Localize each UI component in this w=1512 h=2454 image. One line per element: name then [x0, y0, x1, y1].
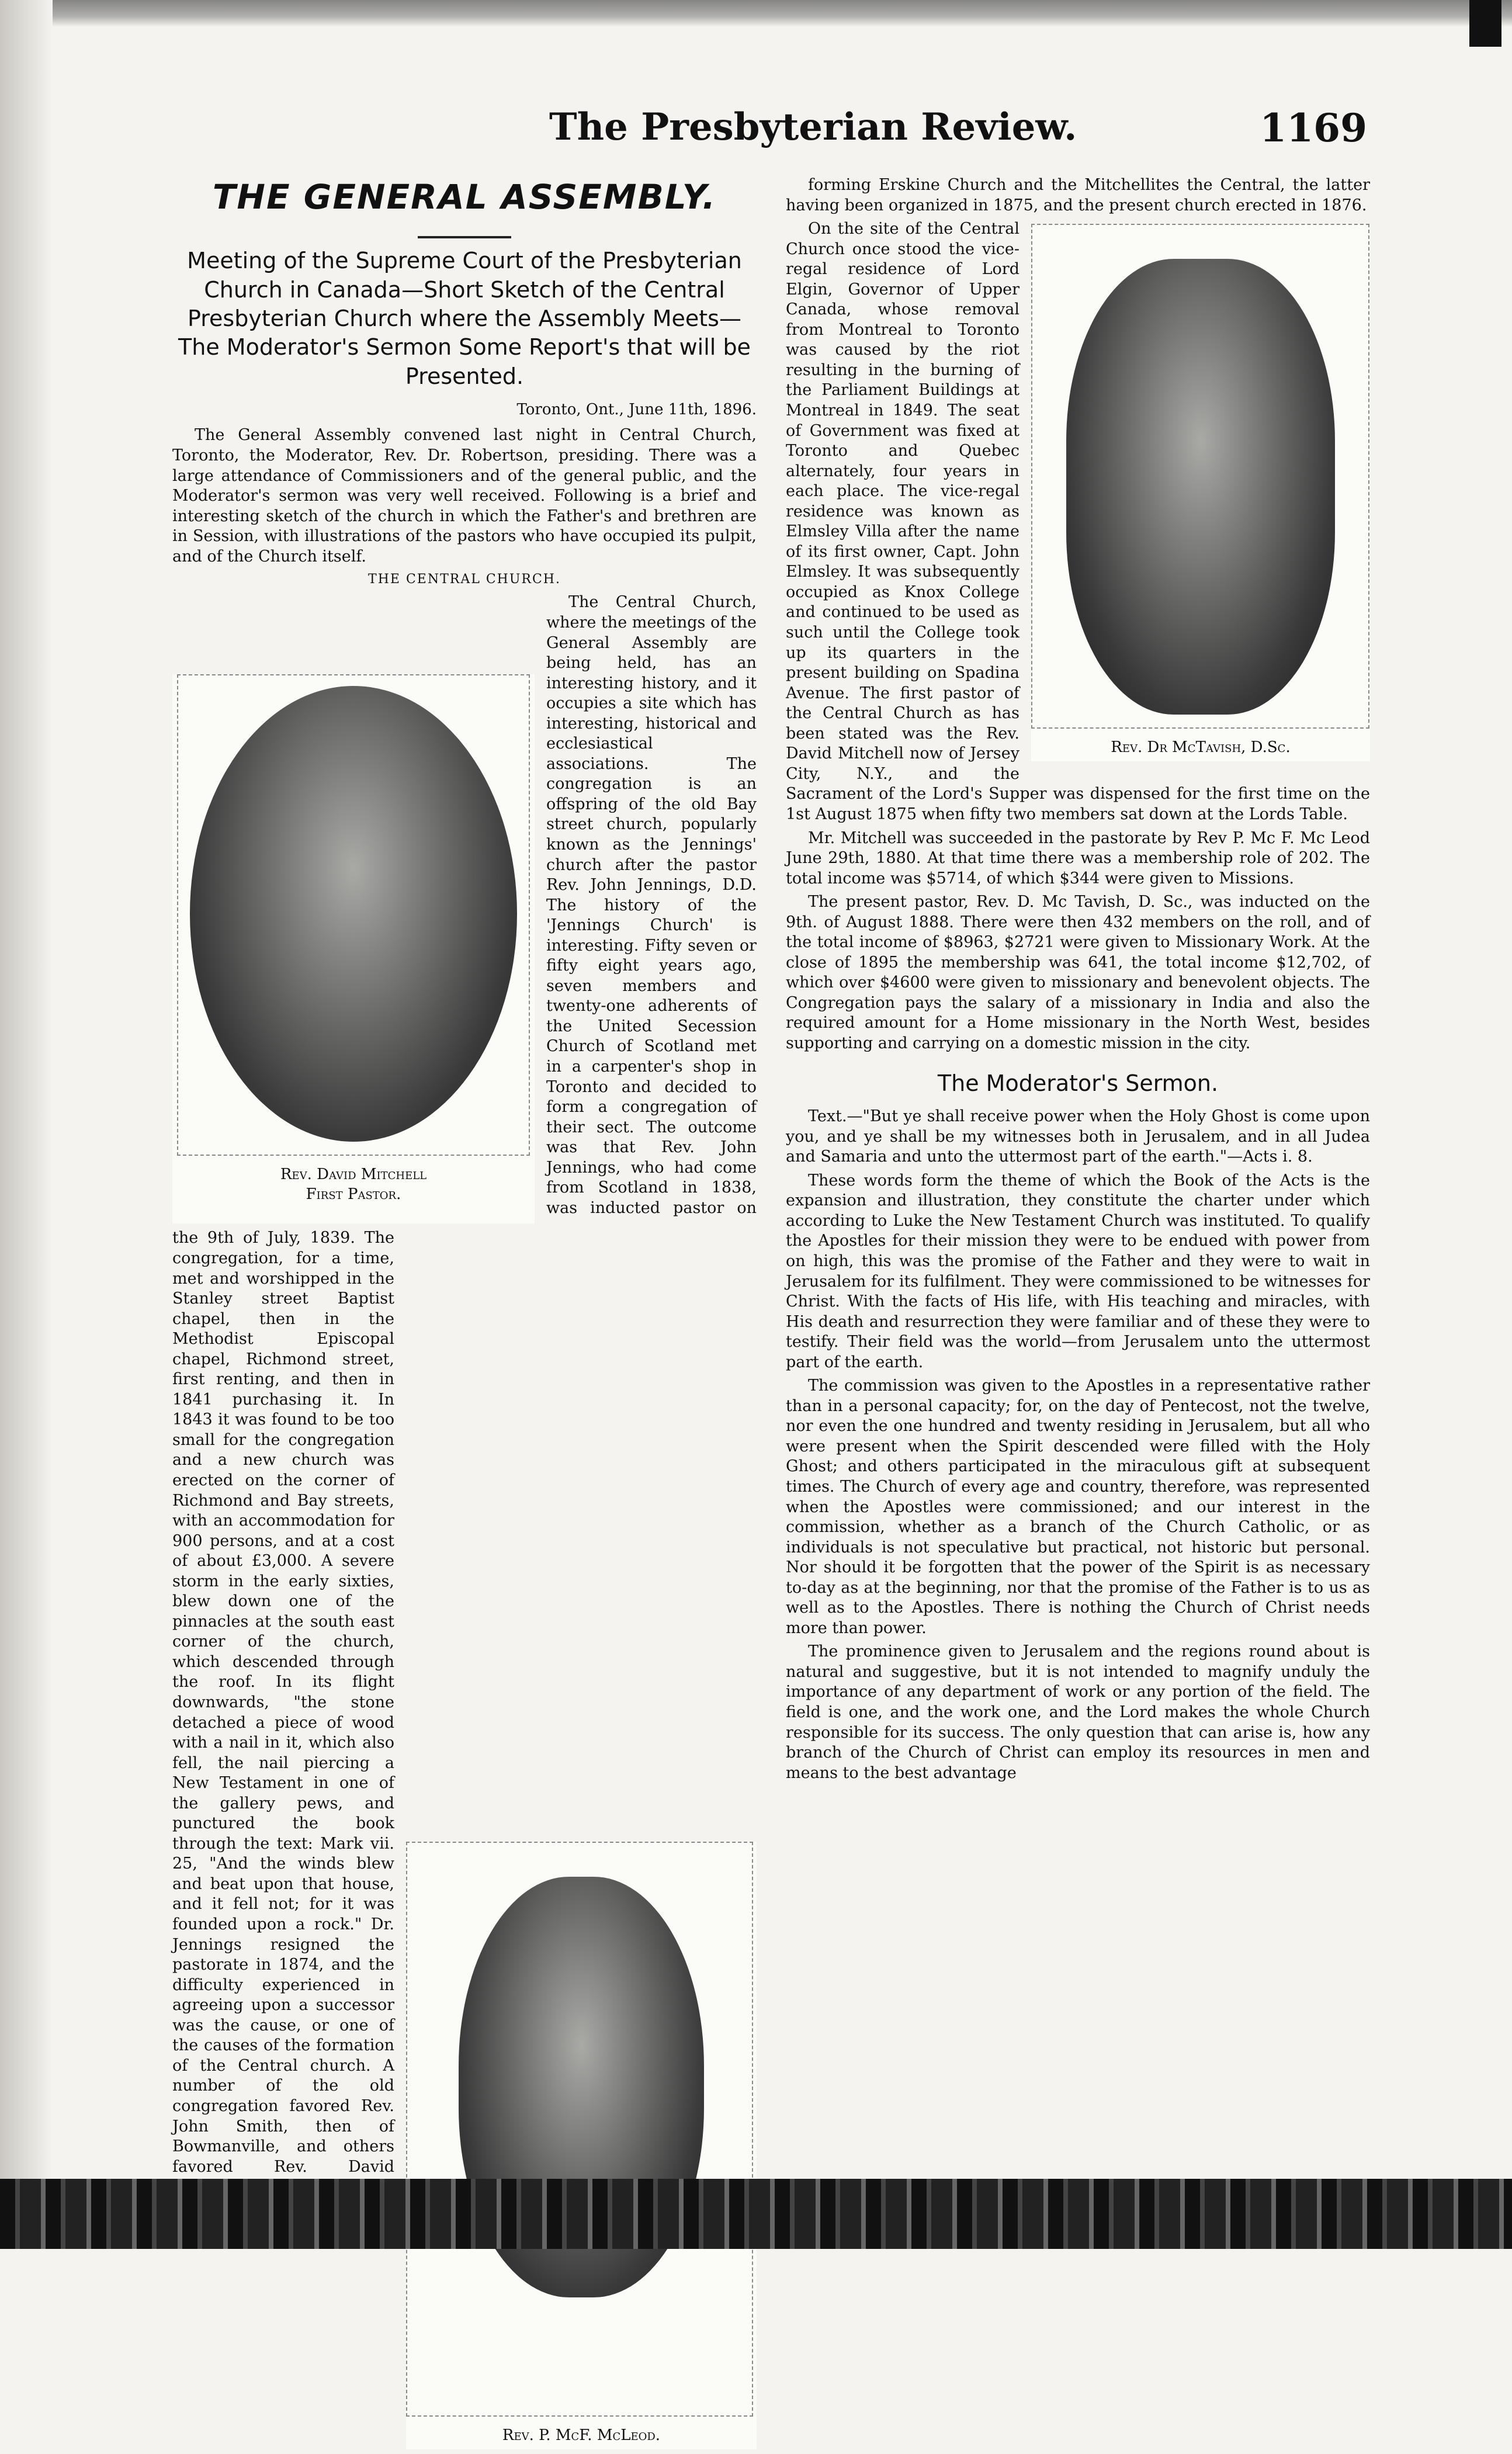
scan-edge-bottom [0, 2179, 1512, 2249]
right-column [786, 175, 1370, 1787]
dateline: Toronto, Ont., June 11th, 1896. [516, 401, 757, 419]
scan-edge-left [0, 0, 53, 2249]
sermon-theme-paragraph: These words form the theme of which the Book of the Acts is the expansion and illustration, they constitute the charter under which according to Luke the New Testament Church was instituted. To qualify the Apostles for their mission they were to be endued with power from on high, this was the promise of the Father and they were to wait in Jerusalem for its fulfilment. They were commissioned to be witnesses for Christ. With the facts of His life, with His teaching and miracles, with His death and resurrection they were familiar and of these they were to testify. Their field was the world—from Jerusalem unto the uttermost part of the earth. [786, 1171, 1370, 1371]
erskine-paragraph: forming Erskine Church and the Mitchellites the Central, the latter having been organized in 1875, and the present church erected in 1876. [786, 176, 1370, 214]
scan-mark [1469, 0, 1501, 47]
portrait-image-mctavish [1066, 259, 1335, 715]
article-heading: THE GENERAL ASSEMBLY. [212, 177, 717, 217]
page-header [175, 105, 1367, 158]
central-church-paragraph: The Central Church, where the meetings of the General Assembly are being held, has an interesting history, and it occupies a site which has interesting, historical and ecclesiastical associations. The congregation is an offspring of the old Bay street church, popularly known as the Jennings' church after the pastor Rev. John Jennings, D.D. The history of the 'Jennings Church' is interesting. Fifty seven or fifty eight years ago, seven members and twenty-one adherents of the United Secession Church of Scotland met in a carpenter's shop in Toronto and decided to form a congregation of their sect. The outcome was that Rev. John Jennings, who had come from Scotland in 1838, was inducted pastor on the 9th of July, 1839. The congregation, for a time, met and worshipped in the Stanley street Baptist chapel, then in the Methodist Episcopal chapel, Richmond street, first renting, and then in 1841 purchasing it. In 1843 it was found to be too small for the congregation and a new church was erected on the corner of Richmond and Bay streets, with an accommodation for 900 persons, and at a cost of about £3,000. A severe storm in the early sixties, blew down one of the pinnacles at the south east corner of the church, which descended through the roof. In its flight downwards, "the stone detached a piece of wood with a nail in it, which also fell, the nail piercing a New Testament in one of the gallery pews, and punctured the book through the text: Mark vii. 25, "And the winds blew and beat upon that house, and it fell not; for it was founded upon a rock." Dr. Jennings resigned the pastorate in 1874, and the difficulty experienced in agreeing upon a successor was the cause, or one of the causes of the formation of the Central church. A number of the old congregation favored Rev. John Smith, then of Bowmanville, and others favored Rev. David [172, 593, 757, 2176]
sermon-text-paragraph: Text.—"But ye shall receive power when the Holy Ghost is come upon you, and ye shall be my witnesses both in Jerusalem, and in all Judea and Samaria and unto the uttermost part of the earth."—Acts i. 8. [786, 1107, 1370, 1166]
sermon-prominence-paragraph: The prominence given to Jerusalem and the regions round about is natural and suggestive, but it is not intended to magnify unduly the importance of any department of work or any portion of the field. The field is one, and the work one, and the Lord makes the whole Church responsible for its success. The only question that can arise is, how any branch of the Church of Christ can employ its resources in men and means to the best advantage [786, 1642, 1370, 1782]
heading-rule [418, 236, 511, 238]
portrait-mitchell [172, 674, 535, 1223]
mcleod-pastorate-paragraph: Mr. Mitchell was succeeded in the pastorate by Rev P. Mc F. Mc Leod June 29th, 1880. At that time there was a membership role of 202. The total income was $5714, of which $344 were given to Missions. [786, 829, 1370, 888]
mctavish-pastorate-paragraph: The present pastor, Rev. D. Mc Tavish, D. Sc., was inducted on the 9th. of August 1888. There were then 432 members on the roll, and of the total income of $8963, $2721 were given to Missionary Work. At the close of 1895 the membership was 641, the total income $12,702, of which over $4600 were given to missionary and benevolent objects. The Congregation pays the salary of a missionary in India and also the required amount for a Home missionary in the North West, besides supporting and carrying on a domestic mission in the city. [786, 893, 1370, 1052]
caption-mitchell [172, 1165, 535, 1204]
sermon-commission-paragraph: The commission was given to the Apostles in a representative rather than in a personal capacity; for, on the day of Pentecost, not the twelve, nor even the one hundred and twenty residing in Jerusalem, but all who were present when the Spirit descended were filled with the Holy Ghost; and others participated in the miraculous gift at subsequent times. The Church of every age and country, therefore, was represented when the Apostles were commissioned; and our interest in the commission, whether as a branch of the Church Catholic, or as individuals is not speculative but practical, not historic but personal. Nor should it be forgotten that the power of the Spirit is as necessary to-day as at the beginning, nor that the promise of the Father is to us as well as to the Apostles. There is nothing the Church of Christ needs more than power. [786, 1377, 1370, 1637]
site-history-paragraph: On the site of the Central Church once stood the vice-regal residence of Lord Elgin, Governor of Upper Canada, whose removal from Montreal to Toronto was caused by the riot resulting in the burning of the Parliament Buildings at Montreal in 1849. The seat of Government was fixed at Toronto and Quebec alternately, four years in each place. The vice-regal residence was known as Elmsley Villa after the name of its first owner, Capt. John Elmsley. It was subsequently occupied as Knox College and continued to be used as such until the College took up its quarters in the present building on Spadina Avenue. The first pastor of the Central Church as has been stated was the Rev. David Mitchell now of Jersey City, N.Y., and the Sacrament of the Lord's Supper was dispensed for the first time on the 1st August 1875 when fifty two members sat down at the Lords Table. [786, 220, 1370, 823]
portrait-image-mitchell [190, 686, 517, 1142]
left-column [172, 175, 757, 2454]
sermon-heading: The Moderator's Sermon. [937, 1070, 1219, 1096]
page-number: 1169 [1260, 105, 1367, 151]
portrait-mcleod [406, 1842, 757, 2449]
section-heading-central-church: THE CENTRAL CHURCH. [368, 572, 561, 587]
intro-paragraph: The General Assembly convened last night in Central Church, Toronto, the Moderator, Rev. Dr. Robertson, presiding. There was a large attendance of Commissioners and of the general public, and the Moderator's sermon was very well received. Following is a brief and interesting sketch of the church in which the Father's and brethren are in Session, with illustrations of the pastors who have occupied its pulpit, and of the Church itself. [172, 426, 757, 566]
caption-line-role: First Pastor. [306, 1185, 401, 1203]
caption-mcleod: Rev. P. McF. McLeod. [502, 2427, 661, 2445]
caption-line-name: Rev. David Mitchell [280, 1166, 427, 1184]
publication-title: The Presbyterian Review. [549, 105, 1077, 149]
article-subheading: Meeting of the Supreme Court of the Presbyterian Church in Canada—Short Sketch of the Central Presbyterian Church where the Assembly Meets—The Moderator's Sermon Some Report's that will be Presented. [178, 248, 751, 389]
scan-edge-top [0, 0, 1512, 27]
caption-mctavish: Rev. Dr McTavish, D.Sc. [1111, 739, 1291, 757]
portrait-mctavish [1031, 224, 1370, 761]
